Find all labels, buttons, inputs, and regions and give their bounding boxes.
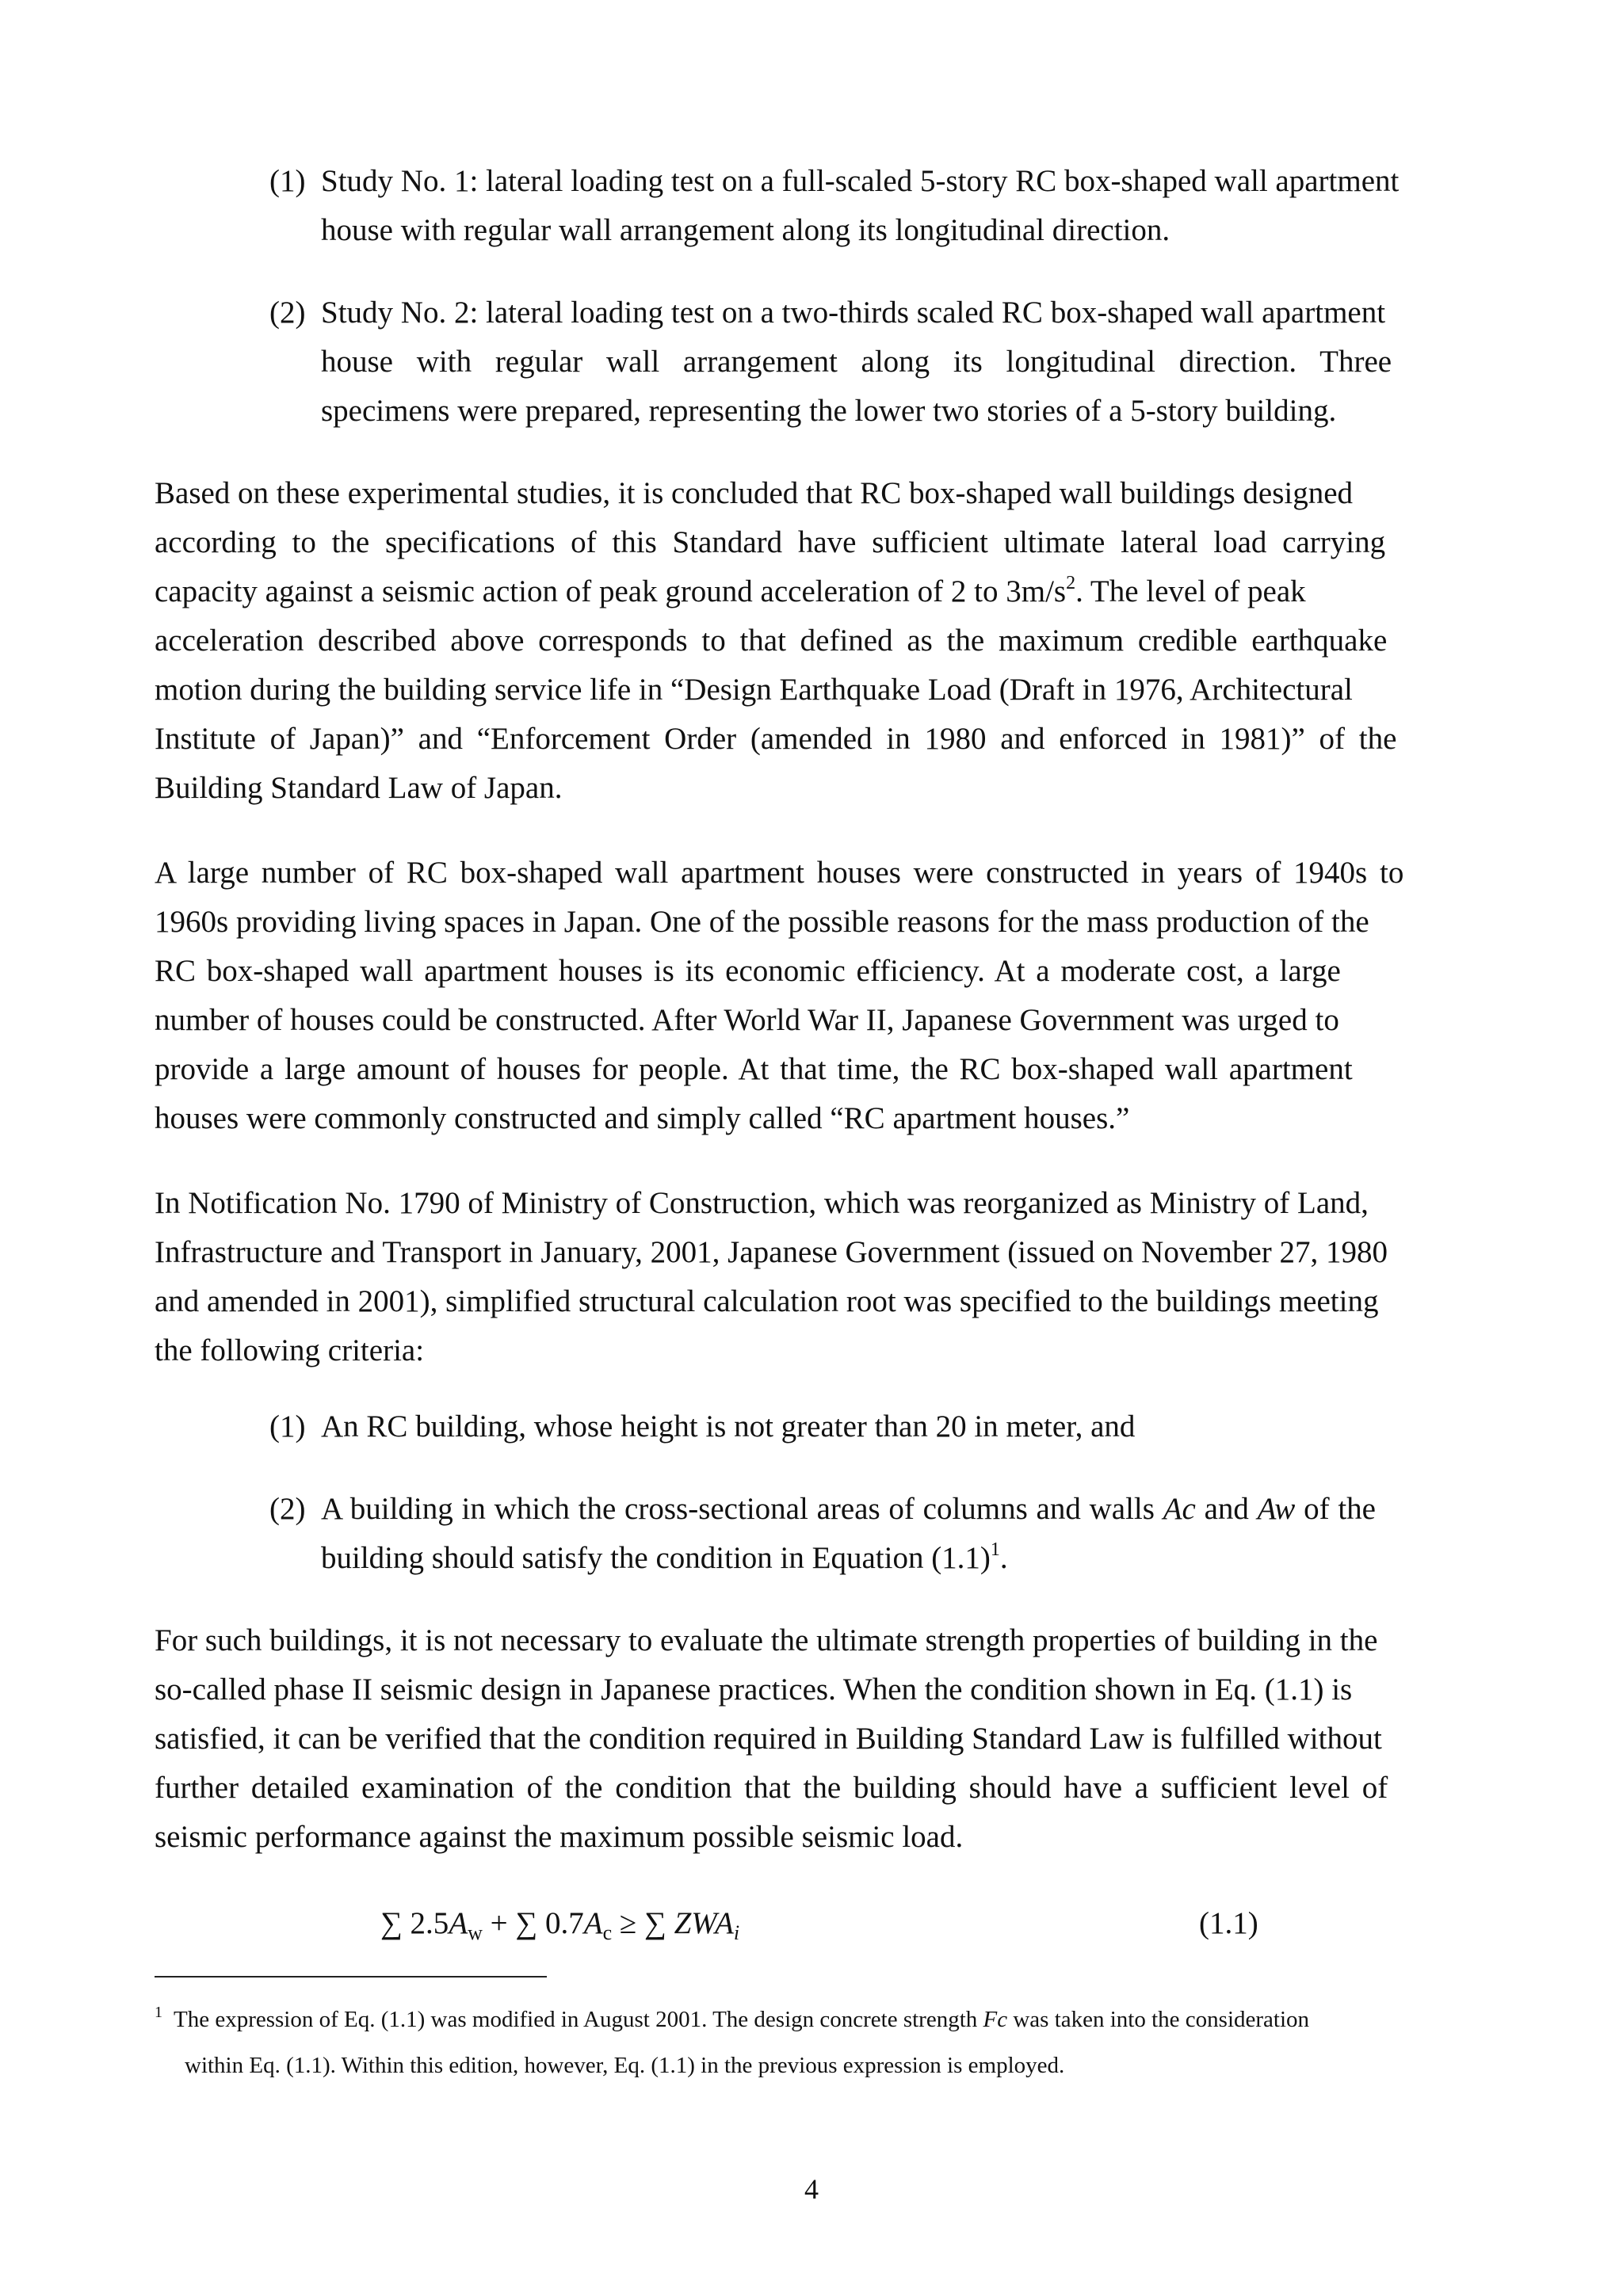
text-line: A building in which the cross-sectional areas of columns and walls Ac and Aw of the	[321, 1492, 1376, 1526]
text-line: Institute of Japan)” and “Enforcement Order (amended in 1980 and enforced in 1981)” of the	[155, 722, 1397, 756]
list-item-text	[321, 1402, 1473, 1451]
text-line: 1960s providing living spaces in Japan. One of the possible reasons for the mass production of the	[155, 905, 1369, 939]
text-line: house with regular wall arrangement along its longitudinal direction.	[321, 213, 1170, 247]
footnote-divider	[155, 1976, 547, 1978]
text-line: capacity against a seismic action of peak ground acceleration of 2 to $3m/s^2$. The level of peak	[155, 573, 1306, 608]
text-line: so-called phase II seismic design in Japanese practices. When the condition shown in Eq. (1.1) is	[155, 1672, 1353, 1707]
footnote-ref: 1	[990, 1539, 1000, 1560]
text-line: Study No. 1: lateral loading test on a full-scaled 5-story RC box-shaped wall apartment	[321, 164, 1400, 198]
text-line: Building Standard Law of Japan.	[155, 771, 563, 805]
text-line: and amended in 2001), simplified structural calculation root was specified to the buildings meeting	[155, 1284, 1379, 1318]
text-line: seismic performance against the maximum possible seismic load.	[155, 1820, 964, 1854]
equation-1-1: ∑ $2.5A_w$ + ∑ $0.7A_c$ ≥ ∑ $ZWA_i$	[380, 1906, 740, 1944]
paragraph-notification-1790	[155, 1179, 1473, 1375]
text-line: acceleration described above corresponds to that defined as the maximum credible earthquake	[155, 624, 1388, 658]
list-item-criterion-1	[269, 1402, 1473, 1451]
text-line: Based on these experimental studies, it is concluded that RC box-shaped wall buildings designed	[155, 476, 1354, 510]
text-line: provide a large amount of houses for people. At that time, the RC box-shaped wall apartment	[155, 1052, 1353, 1086]
paragraph-experimental-conclusion	[155, 469, 1473, 813]
symbol-ac: Ac	[1163, 1492, 1196, 1526]
symbol-aw: Aw	[1257, 1492, 1296, 1526]
page-number: 4	[804, 2173, 819, 2205]
list-item-text	[321, 157, 1473, 255]
text-line: Study No. 2: lateral loading test on a two-thirds scaled RC box-shaped wall apartment	[321, 296, 1386, 330]
footnote-mark: 1	[155, 2004, 162, 2021]
list-number: (1)	[269, 1409, 306, 1444]
list-item-study-1	[269, 157, 1473, 255]
list-item-criterion-2	[269, 1485, 1473, 1583]
list-item-text	[321, 288, 1473, 436]
text-line: further detailed examination of the condition that the building should have a sufficient level of	[155, 1771, 1388, 1805]
text-line: For such buildings, it is not necessary to evaluate the ultimate strength properties of building in the	[155, 1623, 1378, 1657]
text-line: specimens were prepared, representing the lower two stories of a 5-story building.	[321, 394, 1337, 428]
text-line: A large number of RC box-shaped wall apartment houses were constructed in years of 1940s to	[155, 856, 1404, 890]
footnote-1: $^1$ The expression of Eq. (1.1) was modified in August 2001. The design concrete strength Fc was taken into the consideration	[155, 2004, 1310, 2032]
list-item-text	[321, 1485, 1473, 1583]
list-number: (2)	[269, 1492, 306, 1526]
text-line: building should satisfy the condition in Equation $(1.1)^1$.	[321, 1539, 1008, 1575]
equation-number: (1.1)	[1199, 1906, 1258, 1940]
text-line: houses were commonly constructed and simply called “RC apartment houses.”	[155, 1101, 1130, 1135]
list-number: (2)	[269, 296, 306, 330]
paragraph-simplified-calculation	[155, 1616, 1473, 1862]
list-item-study-2	[269, 288, 1473, 436]
text-line: the following criteria:	[155, 1333, 425, 1367]
symbol-fc: Fc	[983, 2007, 1008, 2032]
text-line: An RC building, whose height is not greater than 20 in meter, and	[321, 1409, 1136, 1444]
text-line: In Notification No. 1790 of Ministry of Construction, which was reorganized as Ministry of Land,	[155, 1186, 1369, 1220]
superscript: 2	[1066, 573, 1076, 593]
paragraph-rc-apartment-history	[155, 849, 1473, 1143]
list-number: (1)	[269, 164, 306, 198]
text-line: satisfied, it can be verified that the condition required in Building Standard Law is fulfilled without	[155, 1722, 1382, 1756]
text-line: motion during the building service life in “Design Earthquake Load (Draft in 1976, Architectural	[155, 673, 1353, 707]
text-line: according to the specifications of this Standard have sufficient ultimate lateral load carrying	[155, 525, 1386, 559]
text-line: number of houses could be constructed. After World War II, Japanese Government was urged to	[155, 1003, 1339, 1037]
text-line: RC box-shaped wall apartment houses is its economic efficiency. At a moderate cost, a large	[155, 954, 1341, 988]
footnote-1-continued: within Eq. (1.1). Within this edition, however, Eq. (1.1) in the previous expression is employed.	[185, 2053, 1065, 2078]
text-line: Infrastructure and Transport in January, 2001, Japanese Government (issued on November 27, 1980	[155, 1235, 1388, 1269]
text-line: house with regular wall arrangement along its longitudinal direction. Three	[321, 345, 1392, 379]
